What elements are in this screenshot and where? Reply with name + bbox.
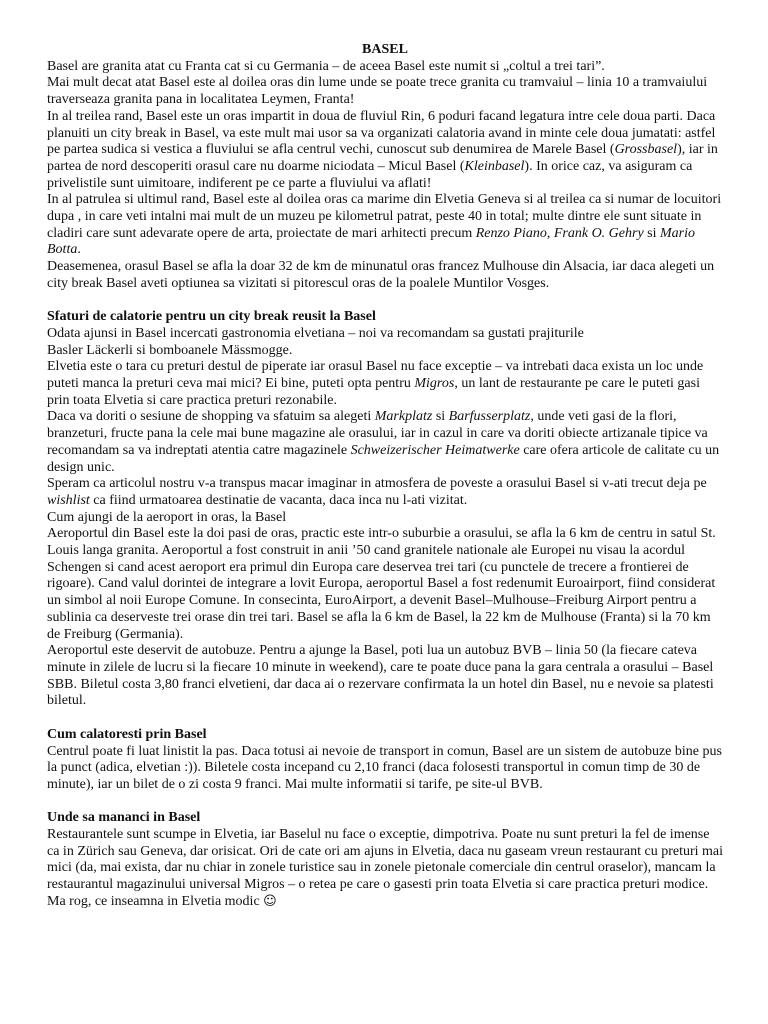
text-run: si [643, 225, 661, 241]
transport-paragraph: Centrul poate fi luat linistit la pas. Daca totusi ai nevoie de transport in comun, Basel are un sistem de autobuze bine pus la punct (adica, elvetian :)). Biletele costa incepand cu 2,10 franci (daca folosesti transportul in comun timp de 30 de minute), iar un bilet de o zi costa 9 franci. Mai multe informatii si tarife, pe site-ul BVB. [47, 743, 722, 792]
text-run: , [546, 225, 554, 241]
intro-paragraph-3 [47, 109, 723, 193]
text-run: Daca va doriti o sesiune de shopping va sfatuim sa alegeti [47, 409, 375, 425]
smiley-icon: ☺ [263, 893, 277, 909]
architect-name: Frank O. Gehry [553, 225, 644, 241]
italic-term: Barfusserplatz [448, 409, 531, 425]
italic-term: wishlist [47, 492, 90, 508]
spacer [47, 293, 723, 310]
text-run: In al patrulea si ultimul rand, Basel este al doilea oras ca marime din Elvetia Geneva si al treilea ca si numar de locuitori dupa , in care veti intalni mai mult de un muzeu pe kilometrul patrat, peste 40 in total; multe dintre ele sunt situate in cladiri care sunt adevarate opere de arta, proiectate de mari arhitecti precum [47, 192, 722, 241]
document-title: BASEL [362, 42, 408, 57]
text-run: si [432, 409, 449, 425]
text-run: ), iar in partea de nord descoperiti orasul care nu doarme niciodata – Micul Basel ( [47, 142, 718, 174]
text-run: In al treilea rand, Basel este un oras impartit in doua de fluviul Rin, 6 poduri facand legatura intre cele doua parti. Daca planuiti un city break in Basel, va este mult mai usor sa va organizati calatoria avand in minte cele doua jumatati: astfel pe partea sudica si vestica a fluviului se afla centrul vechi, cunoscut sub denumirea de Marele Basel ( [47, 108, 716, 158]
architect-name: Mario Botta [47, 225, 696, 258]
airport-paragraph-2: Aeroportul este deservit de autobuze. Pentru a ajunge la Basel, poti lua un autobuz BVB – linia 50 (la fiecare cateva minute in zilele de lucru si la fiecare 10 minute in weekend), care te poate duce pana la gara centrala a orasului – Basel SBB. Biletul costa 3,80 franci elvetieni, dar daca ai o rezervare confirmata la un hotel din Basel, nu e nevoie sa platesti biletul. [47, 643, 714, 709]
spacer [47, 710, 723, 727]
spacer [47, 794, 723, 811]
text-run: care ofera articole de calitate cu un design unic. [47, 442, 720, 475]
italic-term: Grossbasel [614, 142, 678, 158]
section-heading-where-to-eat: Unde sa mananci in Basel [47, 810, 201, 826]
text-run: , un lant de restaurante pe care le puteti gasi prin toata Elvetia si care practica preturi rezonabile. [47, 376, 700, 408]
text-run: Speram ca articolul nostru v-a transpus macar imaginar in atmosfera de poveste a orasului Basel si v-ati trecut deja pe [47, 476, 707, 492]
section-heading-travel-tips: Sfaturi de calatorie pentru un city break reusit la Basel [47, 309, 376, 325]
italic-term: Markplatz [374, 409, 433, 425]
italic-term: Schweizerischer Heimatwerke [350, 442, 520, 458]
intro-paragraph-4 [47, 192, 723, 259]
tips-paragraph-1-line-1: Odata ajunsi in Basel incercati gastronomia elvetiana – noi va recomandam sa gustati prajiturile [47, 325, 584, 341]
text-run: , unde veti gasi de la flori, branzeturi, fructe pana la cele mai bune magazine ale orasului, iar in cazul in care va doriti obiecte artizanale tipice va recomandam sa va indreptati atentia catre magazinele [47, 409, 708, 458]
document-page [47, 42, 723, 911]
text-run: ). In orice caz, va asiguram ca privelistile sunt uimitoare, indiferent pe ce parte a fluviului va aflati! [47, 158, 693, 191]
food-paragraph [47, 827, 723, 911]
text-run: Elvetia este o tara cu preturi destul de piperate iar orasul Basel nu face exceptie – va intrebati daca exista un loc unde puteti manca la preturi ceva mai mici? Ei bine, puteti opta pentru [47, 359, 704, 392]
text-run: ca fiind urmatoarea destinatie de vacanta, daca inca nu l-ati vizitat. [89, 492, 468, 508]
text-run: . [77, 242, 81, 258]
section-heading-getting-around: Cum calatoresti prin Basel [47, 726, 207, 742]
italic-term: Migros [414, 376, 455, 392]
architect-name: Renzo Piano [475, 225, 547, 241]
tips-paragraph-3 [47, 409, 723, 476]
intro-paragraph-1: Basel are granita atat cu Franta cat si cu Germania – de aceea Basel este numit si „coltul a trei tari”. [47, 58, 605, 74]
tips-paragraph-1-line-2: Basler Läckerli si bomboanele Mässmogge. [47, 342, 293, 358]
airport-subtitle: Cum ajungi de la aeroport in oras, la Basel [47, 509, 287, 525]
intro-paragraph-2: Mai mult decat atat Basel este al doilea oras din lume unde se poate trece granita cu tramvaiul – linia 10 a tramvaiului traverseaza granita pana in localitatea Leymen, Franta! [47, 75, 708, 108]
intro-paragraph-5: Deasemenea, orasul Basel se afla la doar 32 de km de minunatul oras francez Mulhouse din Alsacia, iar daca alegeti un city break Basel aveti optiunea sa vizitati si pitorescul oras de la poalele Muntilor Vosges. [47, 259, 715, 291]
italic-term: Kleinbasel [464, 158, 525, 174]
tips-paragraph-2 [47, 359, 723, 409]
text-run: Restaurantele sunt scumpe in Elvetia, iar Baselul nu face o exceptie, dimpotriva. Poate nu sunt preturi la fel de imense ca in Zürich sau Geneva, dar orisicat. Ori de cate ori am ajuns in Elvetia, daca nu gaseam vreun restaurant cu preturi mai mici (da, mai exista, dar nu chiar in zonele turistice sau in zonele pietonale comerciale din centrul oraselor), mancam la restaurantul magazinului universal Migros – o retea pe care o gasesti prin toata Elvetia si care practica preturi modice. Ma rog, ce inseamna in Elvetia modic [47, 827, 723, 909]
airport-paragraph-1: Aeroportul din Basel este la doi pasi de oras, practic este intr-o suburbie a orasului, se afla la 6 km de centru in satul St. Louis langa granita. Aeroportul a fost construit in anii ’50 cand granitele nationale ale Europei nu visau la acordul Schengen si cand acest aeroport era primul din Europa care deservea trei tari (cu punctele de trecere a frontierei de rigoare). Cand valul dorintei de integrare a lovit Europa, aeroportul Basel a fost redenumit Euroairport, fiind considerat un simbol al noii Europe Comune. In consecinta, EuroAirport, a devenit Basel–Mulhouse–Freiburg Airport pentru a sublinia ca deserveste trei orase din trei tari. Basel se afla la 6 km de Basel, la 22 km de Mulhouse (Franta) si la 70 km de Freiburg (Germania). [47, 526, 716, 642]
tips-paragraph-4 [47, 476, 723, 509]
